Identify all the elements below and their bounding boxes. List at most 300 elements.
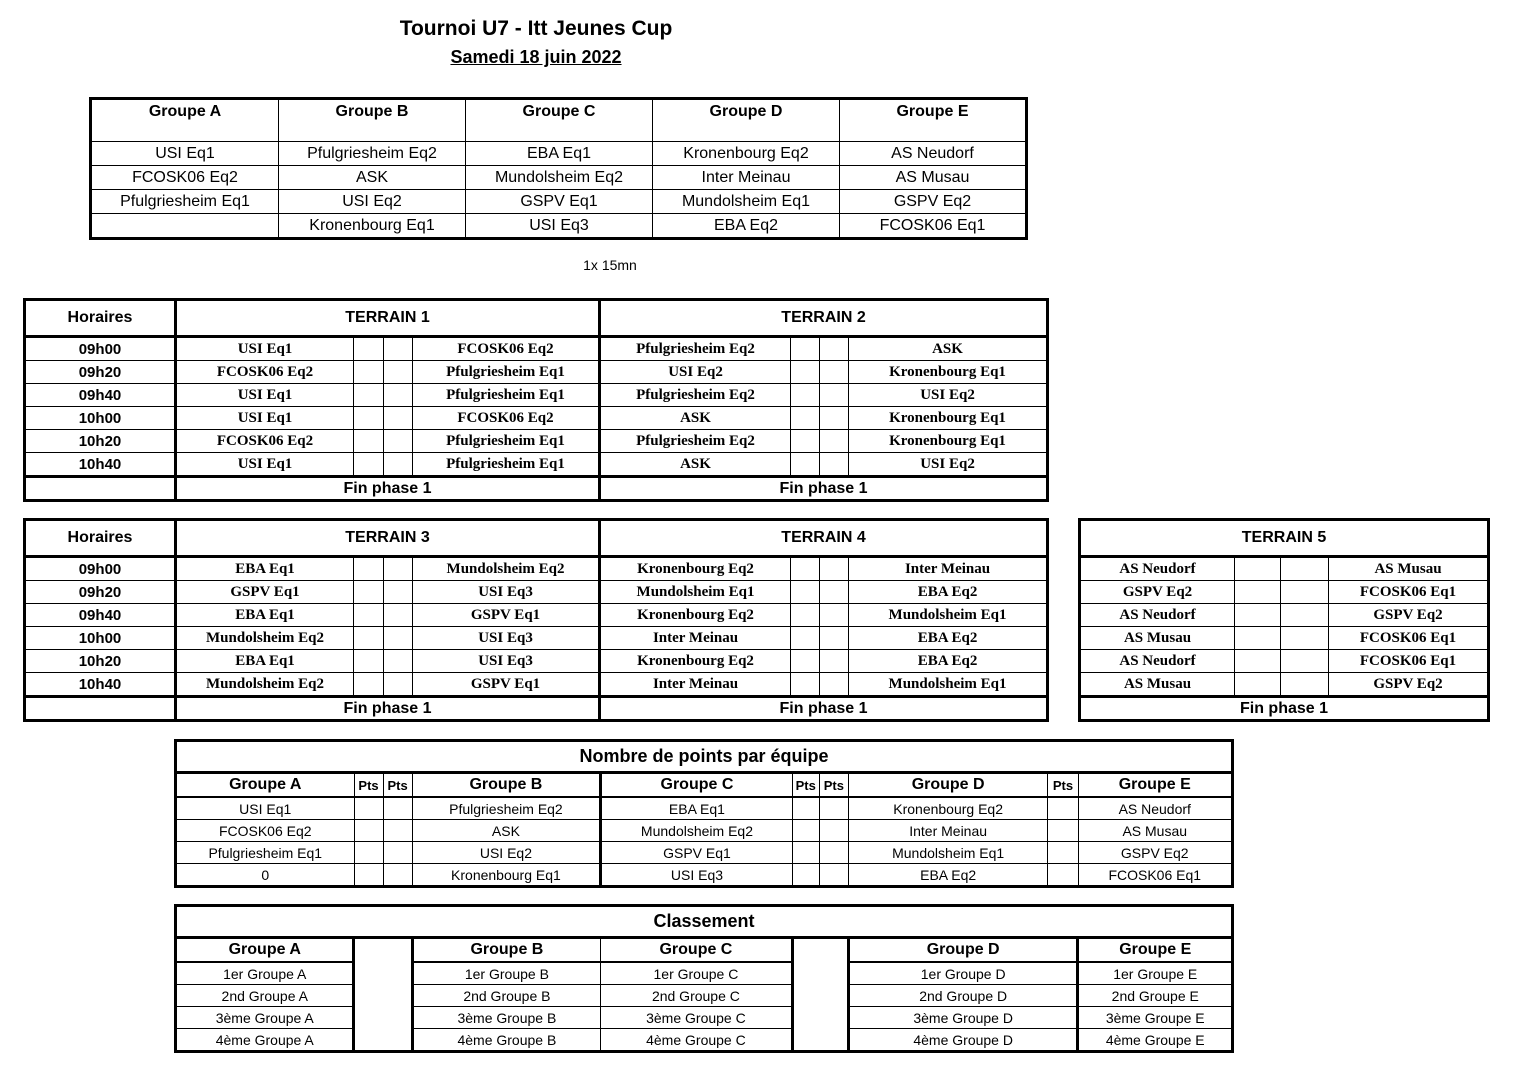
team-cell: EBA Eq1 (176, 650, 354, 673)
schedule-row (1080, 650, 1489, 673)
team-cell: Kronenbourg Eq2 (600, 557, 791, 581)
pts-cell[interactable] (1048, 820, 1078, 842)
groups-cell: AS Neudorf (840, 142, 1027, 166)
groups-cell: Pfulgriesheim Eq1 (91, 190, 279, 214)
ranking-cell: 3ème Groupe C (601, 1007, 793, 1029)
score-cell[interactable] (820, 384, 849, 407)
schedule-table-terrain-5 (1078, 518, 1490, 722)
team-cell: Inter Meinau (600, 673, 791, 697)
score-cell[interactable] (791, 650, 820, 673)
score-cell[interactable] (354, 337, 384, 361)
ranking-header-row (176, 938, 1233, 963)
pts-cell[interactable] (1048, 864, 1078, 887)
schedule-row (25, 337, 1048, 361)
ranking-header: Groupe E (1078, 938, 1233, 963)
team-cell: Kronenbourg Eq1 (849, 430, 1048, 453)
team-cell: EBA Eq2 (849, 650, 1048, 673)
ranking-cell: 1er Groupe B (412, 962, 601, 985)
schedule-header-row (25, 300, 1048, 337)
team-cell: Mundolsheim Eq1 (849, 604, 1048, 627)
points-team-cell: Mundolsheim Eq2 (601, 820, 793, 842)
schedule-header-row (1080, 520, 1489, 557)
pts-cell[interactable] (819, 797, 848, 820)
schedule-row (1080, 581, 1489, 604)
team-cell: Mundolsheim Eq1 (600, 581, 791, 604)
score-cell[interactable] (820, 604, 849, 627)
score-cell[interactable] (820, 557, 849, 581)
points-team-cell: EBA Eq1 (601, 797, 793, 820)
fin-row (25, 697, 1048, 721)
time-cell: 10h40 (25, 453, 176, 477)
match-format: 1x 15mn (583, 257, 637, 273)
ranking-header: Groupe C (601, 938, 793, 963)
score-cell[interactable] (1281, 604, 1329, 627)
score-cell[interactable] (820, 453, 849, 477)
pts-cell[interactable] (792, 820, 819, 842)
points-table (174, 739, 1234, 888)
ranking-cell: 4ème Groupe A (176, 1029, 354, 1052)
team-cell: USI Eq1 (176, 337, 354, 361)
ranking-cell: 4ème Groupe E (1078, 1029, 1233, 1052)
ranking-cell: 4ème Groupe C (601, 1029, 793, 1052)
score-cell[interactable] (791, 627, 820, 650)
score-cell[interactable] (384, 407, 413, 430)
ranking-gap (792, 985, 848, 1007)
ranking-cell: 2nd Groupe A (176, 985, 354, 1007)
score-cell[interactable] (791, 337, 820, 361)
score-cell[interactable] (820, 407, 849, 430)
pts-cell[interactable] (354, 864, 383, 887)
points-header: Groupe A (176, 773, 355, 798)
ranking-header: Groupe D (848, 938, 1078, 963)
score-cell[interactable] (791, 430, 820, 453)
horaires-header: Horaires (25, 520, 176, 557)
pts-cell[interactable] (354, 820, 383, 842)
score-cell[interactable] (791, 604, 820, 627)
team-cell: Kronenbourg Eq1 (849, 407, 1048, 430)
groups-table (89, 97, 1028, 240)
score-cell[interactable] (1235, 673, 1281, 697)
score-cell[interactable] (791, 407, 820, 430)
fin-row (25, 477, 1048, 501)
groups-cell: EBA Eq1 (466, 142, 653, 166)
team-cell: Kronenbourg Eq2 (600, 604, 791, 627)
score-cell[interactable] (1235, 650, 1281, 673)
ranking-gap (354, 938, 412, 963)
time-cell: 09h40 (25, 384, 176, 407)
team-cell: ASK (600, 407, 791, 430)
ranking-cell: 1er Groupe E (1078, 962, 1233, 985)
groups-cell: Mundolsheim Eq2 (466, 166, 653, 190)
team-cell: Inter Meinau (600, 627, 791, 650)
groups-cell: FCOSK06 Eq1 (840, 214, 1027, 239)
ranking-gap (792, 962, 848, 985)
score-cell[interactable] (354, 453, 384, 477)
team-cell: EBA Eq1 (176, 604, 354, 627)
ranking-table (174, 904, 1234, 1053)
ranking-title: Classement (176, 906, 1233, 938)
score-cell[interactable] (1235, 604, 1281, 627)
team-cell: USI Eq1 (176, 453, 354, 477)
score-cell[interactable] (791, 384, 820, 407)
fin-phase-label: Fin phase 1 (600, 697, 1048, 721)
score-cell[interactable] (354, 407, 384, 430)
pts-header: Pts (819, 773, 848, 798)
ranking-gap (354, 985, 412, 1007)
score-cell[interactable] (384, 673, 413, 697)
schedule-row (1080, 627, 1489, 650)
team-cell: AS Musau (1329, 557, 1489, 581)
score-cell[interactable] (820, 627, 849, 650)
groups-cell: GSPV Eq2 (840, 190, 1027, 214)
score-cell[interactable] (1235, 581, 1281, 604)
score-cell[interactable] (791, 581, 820, 604)
fin-empty-cell (25, 697, 176, 721)
team-cell: GSPV Eq1 (413, 673, 600, 697)
points-team-cell: FCOSK06 Eq1 (1078, 864, 1233, 887)
points-header: Groupe B (412, 773, 601, 798)
score-cell[interactable] (1281, 581, 1329, 604)
score-cell[interactable] (354, 673, 384, 697)
points-team-cell: Pfulgriesheim Eq1 (176, 842, 355, 864)
team-cell: FCOSK06 Eq1 (1329, 581, 1489, 604)
ranking-row (176, 962, 1233, 985)
team-cell: GSPV Eq2 (1329, 673, 1489, 697)
score-cell[interactable] (791, 557, 820, 581)
groups-cell: Inter Meinau (653, 166, 840, 190)
pts-cell[interactable] (354, 797, 383, 820)
score-cell[interactable] (384, 430, 413, 453)
ranking-cell: 2nd Groupe E (1078, 985, 1233, 1007)
schedule-row (1080, 673, 1489, 697)
pts-cell[interactable] (383, 820, 412, 842)
team-cell: Mundolsheim Eq2 (413, 557, 600, 581)
schedule-row (1080, 604, 1489, 627)
time-cell: 09h40 (25, 604, 176, 627)
team-cell: GSPV Eq2 (1080, 581, 1235, 604)
pts-cell[interactable] (383, 797, 412, 820)
score-cell[interactable] (820, 673, 849, 697)
score-cell[interactable] (354, 361, 384, 384)
groups-header: Groupe E (840, 99, 1027, 142)
score-cell[interactable] (354, 384, 384, 407)
score-cell[interactable] (354, 557, 384, 581)
team-cell: GSPV Eq1 (413, 604, 600, 627)
pts-cell[interactable] (819, 820, 848, 842)
ranking-cell: 3ème Groupe D (848, 1007, 1078, 1029)
team-cell: Pfulgriesheim Eq2 (600, 337, 791, 361)
ranking-cell: 1er Groupe A (176, 962, 354, 985)
pts-header: Pts (383, 773, 412, 798)
terrain-2-header: TERRAIN 2 (600, 300, 1048, 337)
team-cell: Pfulgriesheim Eq1 (413, 430, 600, 453)
terrain-4-header: TERRAIN 4 (600, 520, 1048, 557)
score-cell[interactable] (384, 581, 413, 604)
pts-cell[interactable] (792, 797, 819, 820)
team-cell: GSPV Eq2 (1329, 604, 1489, 627)
schedule-row (25, 384, 1048, 407)
pts-header: Pts (354, 773, 383, 798)
team-cell: Pfulgriesheim Eq1 (413, 361, 600, 384)
score-cell[interactable] (354, 581, 384, 604)
score-cell[interactable] (820, 361, 849, 384)
pts-cell[interactable] (792, 842, 819, 864)
schedule-table-terrains-3-4 (23, 518, 1049, 722)
terrain-5-header: TERRAIN 5 (1080, 520, 1489, 557)
points-team-cell: GSPV Eq1 (601, 842, 793, 864)
ranking-gap (354, 1007, 412, 1029)
score-cell[interactable] (820, 581, 849, 604)
score-cell[interactable] (791, 453, 820, 477)
pts-cell[interactable] (1048, 842, 1078, 864)
page-title: Tournoi U7 - Itt Jeunes Cup (399, 17, 673, 40)
team-cell: USI Eq2 (849, 453, 1048, 477)
team-cell: AS Neudorf (1080, 650, 1235, 673)
score-cell[interactable] (354, 650, 384, 673)
points-row (176, 864, 1233, 887)
time-cell: 10h00 (25, 627, 176, 650)
groups-row (91, 190, 1027, 214)
points-team-cell: AS Musau (1078, 820, 1233, 842)
groups-cell: Kronenbourg Eq2 (653, 142, 840, 166)
points-row (176, 842, 1233, 864)
points-team-cell: FCOSK06 Eq2 (176, 820, 355, 842)
fin-phase-label: Fin phase 1 (600, 477, 1048, 501)
time-cell: 09h00 (25, 337, 176, 361)
time-cell: 10h40 (25, 673, 176, 697)
team-cell: USI Eq3 (413, 581, 600, 604)
schedule-row (25, 407, 1048, 430)
fin-phase-label: Fin phase 1 (176, 697, 600, 721)
pts-cell[interactable] (383, 864, 412, 887)
schedule-table-terrains-1-2 (23, 298, 1049, 502)
horaires-header: Horaires (25, 300, 176, 337)
points-row (176, 820, 1233, 842)
terrain-3-header: TERRAIN 3 (176, 520, 600, 557)
groups-cell: AS Musau (840, 166, 1027, 190)
score-cell[interactable] (1281, 650, 1329, 673)
ranking-cell: 2nd Groupe C (601, 985, 793, 1007)
pts-cell[interactable] (383, 842, 412, 864)
score-cell[interactable] (1235, 557, 1281, 581)
pts-cell[interactable] (1048, 797, 1078, 820)
pts-header: Pts (792, 773, 819, 798)
schedule-header-row (25, 520, 1048, 557)
score-cell[interactable] (384, 361, 413, 384)
team-cell: AS Neudorf (1080, 557, 1235, 581)
groups-cell: Pfulgriesheim Eq2 (279, 142, 466, 166)
team-cell: FCOSK06 Eq2 (413, 337, 600, 361)
groups-cell: USI Eq2 (279, 190, 466, 214)
pts-cell[interactable] (819, 864, 848, 887)
ranking-cell: 1er Groupe D (848, 962, 1078, 985)
schedule-row (25, 361, 1048, 384)
schedule-row (25, 604, 1048, 627)
team-cell: GSPV Eq1 (176, 581, 354, 604)
score-cell[interactable] (820, 650, 849, 673)
team-cell: USI Eq2 (600, 361, 791, 384)
groups-header-row (91, 99, 1027, 142)
points-row (176, 797, 1233, 820)
groups-header: Groupe C (466, 99, 653, 142)
team-cell: ASK (600, 453, 791, 477)
ranking-title-row (176, 906, 1233, 938)
schedule-row (25, 650, 1048, 673)
points-team-cell: 0 (176, 864, 355, 887)
points-team-cell: USI Eq1 (176, 797, 355, 820)
team-cell: FCOSK06 Eq2 (176, 361, 354, 384)
team-cell: FCOSK06 Eq1 (1329, 650, 1489, 673)
team-cell: Kronenbourg Eq1 (849, 361, 1048, 384)
pts-cell[interactable] (792, 864, 819, 887)
team-cell: Kronenbourg Eq2 (600, 650, 791, 673)
team-cell: Pfulgriesheim Eq1 (413, 384, 600, 407)
schedule-row (1080, 557, 1489, 581)
team-cell: AS Musau (1080, 627, 1235, 650)
team-cell: ASK (849, 337, 1048, 361)
ranking-cell: 3ème Groupe A (176, 1007, 354, 1029)
pts-header: Pts (1048, 773, 1078, 798)
ranking-row (176, 1007, 1233, 1029)
pts-cell[interactable] (819, 842, 848, 864)
schedule-row (25, 430, 1048, 453)
schedule-row (25, 581, 1048, 604)
groups-header: Groupe B (279, 99, 466, 142)
fin-row (1080, 697, 1489, 721)
points-header: Groupe C (601, 773, 793, 798)
points-team-cell: AS Neudorf (1078, 797, 1233, 820)
team-cell: AS Neudorf (1080, 604, 1235, 627)
score-cell[interactable] (1235, 627, 1281, 650)
score-cell[interactable] (1281, 627, 1329, 650)
ranking-header: Groupe B (412, 938, 601, 963)
score-cell[interactable] (384, 337, 413, 361)
page-date: Samedi 18 juin 2022 (450, 47, 622, 67)
schedule-row (25, 627, 1048, 650)
team-cell: USI Eq1 (176, 384, 354, 407)
points-team-cell: GSPV Eq2 (1078, 842, 1233, 864)
points-team-cell: Mundolsheim Eq1 (848, 842, 1048, 864)
ranking-gap (792, 1007, 848, 1029)
groups-cell: ASK (279, 166, 466, 190)
score-cell[interactable] (384, 604, 413, 627)
groups-cell: USI Eq3 (466, 214, 653, 239)
score-cell[interactable] (1281, 557, 1329, 581)
score-cell[interactable] (384, 627, 413, 650)
time-cell: 10h20 (25, 650, 176, 673)
time-cell: 10h20 (25, 430, 176, 453)
team-cell: USI Eq1 (176, 407, 354, 430)
team-cell: FCOSK06 Eq2 (176, 430, 354, 453)
groups-row (91, 214, 1027, 239)
schedule-row (25, 673, 1048, 697)
ranking-gap (792, 1029, 848, 1052)
fin-phase-label: Fin phase 1 (176, 477, 600, 501)
groups-cell: USI Eq1 (91, 142, 279, 166)
ranking-cell: 4ème Groupe D (848, 1029, 1078, 1052)
points-header-row (176, 773, 1233, 798)
ranking-header: Groupe A (176, 938, 354, 963)
team-cell: FCOSK06 Eq2 (413, 407, 600, 430)
points-team-cell: EBA Eq2 (848, 864, 1048, 887)
ranking-gap (354, 1029, 412, 1052)
score-cell[interactable] (354, 627, 384, 650)
time-cell: 09h20 (25, 361, 176, 384)
groups-header: Groupe D (653, 99, 840, 142)
fin-phase-label: Fin phase 1 (1080, 697, 1489, 721)
groups-cell (91, 214, 279, 239)
ranking-cell: 2nd Groupe B (412, 985, 601, 1007)
schedule-row (25, 557, 1048, 581)
ranking-gap (354, 962, 412, 985)
team-cell: EBA Eq2 (849, 581, 1048, 604)
score-cell[interactable] (791, 673, 820, 697)
groups-cell: FCOSK06 Eq2 (91, 166, 279, 190)
score-cell[interactable] (384, 557, 413, 581)
team-cell: EBA Eq1 (176, 557, 354, 581)
team-cell: FCOSK06 Eq1 (1329, 627, 1489, 650)
groups-cell: Mundolsheim Eq1 (653, 190, 840, 214)
ranking-row (176, 1029, 1233, 1052)
ranking-gap (792, 938, 848, 963)
team-cell: Mundolsheim Eq1 (849, 673, 1048, 697)
team-cell: USI Eq2 (849, 384, 1048, 407)
ranking-cell: 1er Groupe C (601, 962, 793, 985)
score-cell[interactable] (354, 430, 384, 453)
score-cell[interactable] (820, 430, 849, 453)
team-cell: USI Eq3 (413, 627, 600, 650)
ranking-cell: 2nd Groupe D (848, 985, 1078, 1007)
points-team-cell: Pfulgriesheim Eq2 (412, 797, 601, 820)
points-title: Nombre de points par équipe (176, 741, 1233, 773)
time-cell: 09h00 (25, 557, 176, 581)
score-cell[interactable] (354, 604, 384, 627)
score-cell[interactable] (791, 361, 820, 384)
pts-cell[interactable] (354, 842, 383, 864)
groups-cell: Kronenbourg Eq1 (279, 214, 466, 239)
score-cell[interactable] (820, 337, 849, 361)
time-cell: 10h00 (25, 407, 176, 430)
ranking-cell: 3ème Groupe E (1078, 1007, 1233, 1029)
points-team-cell: ASK (412, 820, 601, 842)
groups-row (91, 142, 1027, 166)
team-cell: Pfulgriesheim Eq2 (600, 384, 791, 407)
groups-header: Groupe A (91, 99, 279, 142)
score-cell[interactable] (384, 384, 413, 407)
points-title-row (176, 741, 1233, 773)
team-cell: AS Musau (1080, 673, 1235, 697)
team-cell: Mundolsheim Eq2 (176, 673, 354, 697)
time-cell: 09h20 (25, 581, 176, 604)
ranking-cell: 3ème Groupe B (412, 1007, 601, 1029)
team-cell: Pfulgriesheim Eq1 (413, 453, 600, 477)
score-cell[interactable] (384, 650, 413, 673)
fin-empty-cell (25, 477, 176, 501)
ranking-cell: 4ème Groupe B (412, 1029, 601, 1052)
score-cell[interactable] (1281, 673, 1329, 697)
score-cell[interactable] (384, 453, 413, 477)
team-cell: Pfulgriesheim Eq2 (600, 430, 791, 453)
groups-row (91, 166, 1027, 190)
team-cell: USI Eq3 (413, 650, 600, 673)
team-cell: EBA Eq2 (849, 627, 1048, 650)
team-cell: Inter Meinau (849, 557, 1048, 581)
points-team-cell: Inter Meinau (848, 820, 1048, 842)
ranking-row (176, 985, 1233, 1007)
groups-cell: EBA Eq2 (653, 214, 840, 239)
points-team-cell: Kronenbourg Eq1 (412, 864, 601, 887)
terrain-1-header: TERRAIN 1 (176, 300, 600, 337)
